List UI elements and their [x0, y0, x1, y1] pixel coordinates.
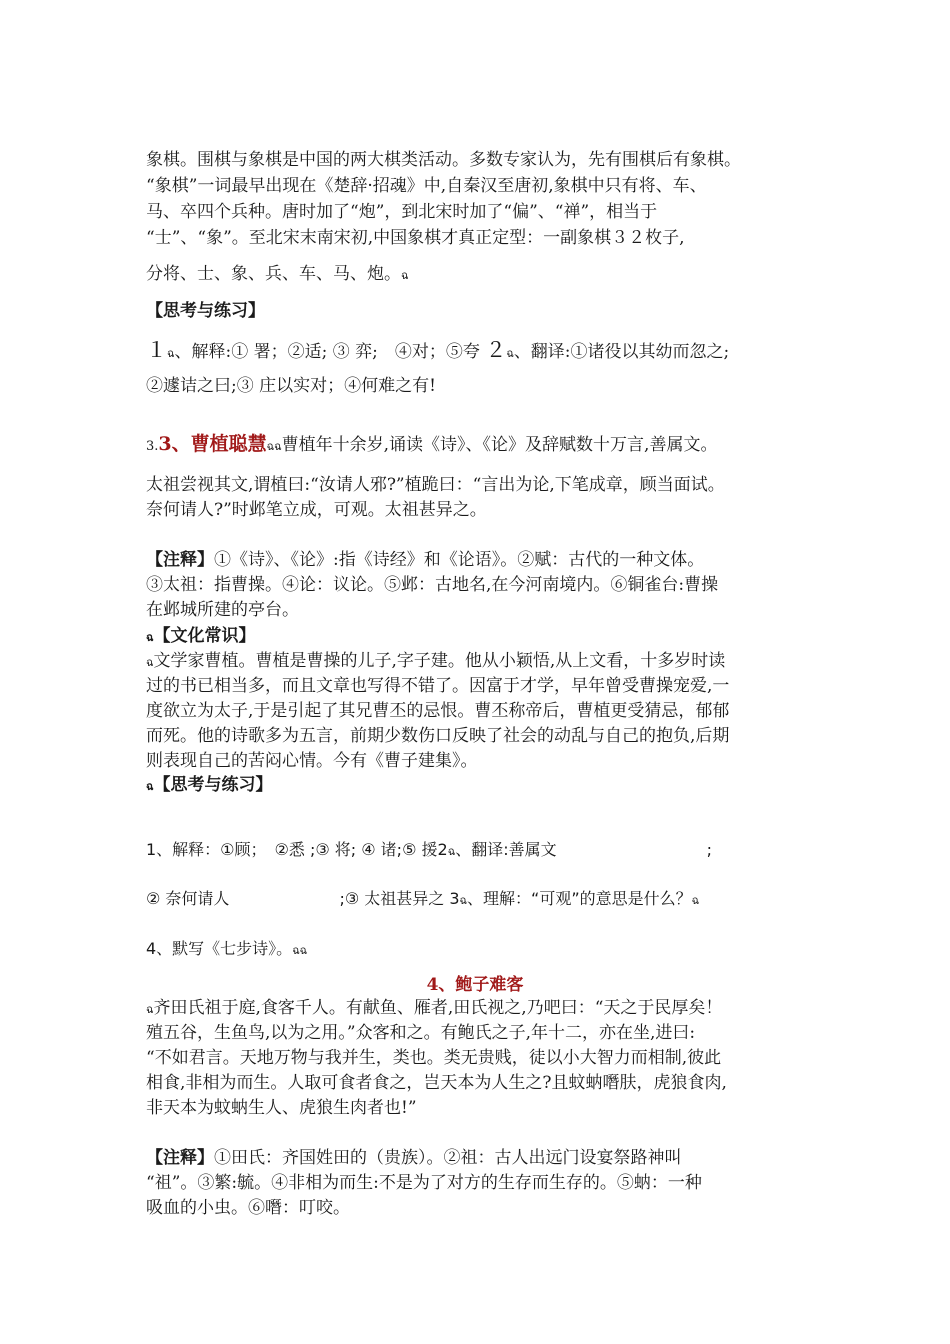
exercise-line: ② 奈何请人 ;③ 太祖甚异之 3ฉ、理解：“可观”的意思是什么？ฉ: [146, 889, 700, 908]
paragraph-line: ฉ齐田氏祖于庭,食客千人。有献鱼、雁者,田氏视之,乃吧曰：“天之于民厚矣！: [146, 998, 723, 1018]
paragraph-line: 太祖尝视其文,谓植曰:“汝请人邪?”植跪曰：“言出为论,下笔成章，顾当面试。: [146, 475, 725, 495]
notes-line: ③太祖：指曹操。④论：议论。⑤邺：古地名,在今河南境内。⑥铜雀台:曹操: [146, 575, 719, 595]
paragraph-line: 马、卒四个兵种。唐时加了“炮”，到北宋时加了“偏”、“禅”，相当于: [146, 202, 658, 222]
paragraph-line: 奈何请人?”时邺笔立成，可观。太祖甚异之。: [146, 500, 487, 520]
paragraph-line: “不如君言。天地万物与我并生，类也。类无贵贱，徒以小大智力而相制,彼此: [146, 1048, 722, 1068]
culture-line: 度欲立为太子,于是引起了其兄曹丕的忌恨。曹丕称帝后，曹植更受猜忌，郁郁: [146, 701, 730, 721]
exercise-line: 1、解释：①顾； ②悉 ;③ 将; ④ 诸;⑤ 援2ฉ、翻译:善属文 ;: [146, 840, 712, 859]
notes-line: 【注释】①田氏：齐国姓田的（贵族）。②祖：古人出远门设宴祭路神叫: [146, 1148, 682, 1168]
culture-line: 则表现自己的苦闷心情。今有《曹子建集》。: [146, 751, 478, 771]
section-heading: 【思考与练习】: [146, 301, 265, 321]
practice-heading: ฉ【思考与练习】: [146, 775, 273, 795]
paragraph-line: 分将、士、象、兵、车、马、炮。ฉ: [146, 264, 409, 284]
paragraph-line: “士”、“象”。至北宋末南宋初,中国象棋才真正定型：一副象棋３２枚子,: [146, 228, 685, 248]
culture-line: 而死。他的诗歌多为五言，前期少数伤口反映了社会的动乱与自己的抱负,后期: [146, 726, 730, 746]
paragraph-line: 非天本为蚊蚋生人、虎狼生肉者也!”: [146, 1098, 417, 1118]
culture-heading: ฉ【文化常识】: [146, 626, 256, 646]
notes-line: 在邺城所建的亭台。: [146, 600, 299, 620]
paragraph-mark: ฉ: [401, 269, 409, 282]
paragraph-line: “象棋”一词最早出现在《楚辞·招魂》中,自秦汉至唐初,象棋中只有将、车、: [146, 176, 707, 196]
culture-line: ฉ文学家曹植。曹植是曹操的儿子,字子建。他从小颖悟,从上文看，十多岁时读: [146, 651, 726, 671]
exercise-line: 4、默写《七步诗》。ฉฉ: [146, 939, 308, 958]
notes-line: “祖”。③繁:毓。④非相为而生:不是为了对方的生存而生存的。⑤蚋：一种: [146, 1173, 702, 1193]
section-title-line: 3.3、曹植聪慧ฉฉ曹植年十余岁,诵读《诗》、《论》及辞赋数十万言,善属文。: [146, 433, 718, 455]
notes-line: 吸血的小虫。⑥噆：叮咬。: [146, 1198, 350, 1218]
exercise-line: ②遽诘之曰;③ 庄以实对；④何难之有!: [146, 376, 436, 396]
section-title: 4、鲍子难客: [426, 975, 524, 995]
paragraph-line: 殖五谷，生鱼鸟,以为之用。”众客和之。有鲍氏之子,年十二，亦在坐,进曰:: [146, 1023, 696, 1043]
section-title: 3、曹植聪慧: [158, 433, 267, 455]
paragraph-line: 相食,非相为而生。人取可食者食之，岂天本为人生之?且蚊蚋噆肤，虎狼食肉,: [146, 1073, 727, 1093]
notes-line: 【注释】①《诗》、《论》:指《诗经》和《论语》。②赋：古代的一种文体。: [146, 550, 705, 570]
paragraph-line: 象棋。围棋与象棋是中国的两大棋类活动。多数专家认为，先有围棋后有象棋。: [146, 150, 741, 170]
exercise-line: １ฉ、解释:① 署；②适; ③ 弈; ④对；⑤夸 ２ฉ、翻译:①诸役以其幼而忽之;: [146, 338, 730, 362]
culture-line: 过的书已相当多，而且文章也写得不错了。因富于才学，早年曾受曹操宠爱,一: [146, 676, 730, 696]
